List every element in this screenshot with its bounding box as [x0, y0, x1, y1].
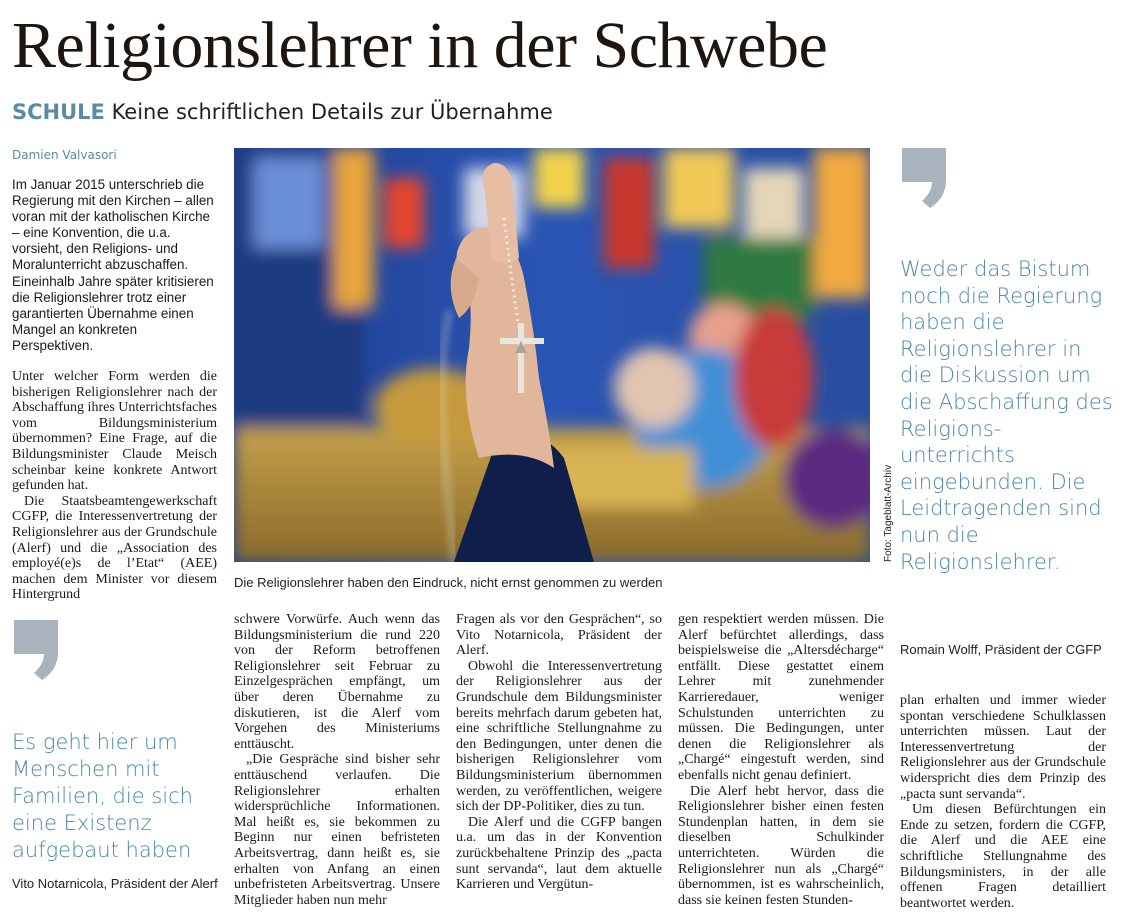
paragraph: Unter welcher Form werden die bisherigen Religionslehrer nach der Abschaffung ihres Unterrichtsfaches vom Bildungsministerium übernommen? Eine Frage, auf die Bildungsminister Claude Meisch scheinbar keine konkrete Antwort gefunden hat.: [12, 369, 218, 494]
paragraph: Die Alerf hebt hervor, dass die Religionslehrer bisher einen festen Stundenplan hatten, in dem sie dieselben Schulkinder unterrichteten. Würden die Religionslehrer nun als „Chargé“ übernommen, ist es wahrscheinlich, dass sie keinen festen Stunden-: [678, 783, 884, 908]
paragraph: Obwohl die Interessenvertretung der Religionslehrer aus der Grundschule dem Bildungsminister bereits mehrfach darum gebeten hat, eine schriftliche Stellungnahme zu den Bedingungen, unter denen die bisherigen Religionslehrer vom Bildungsministerium übernommen werden, zu veröffentlichen, weigere sich der DP-Politiker, dies zu tun.: [456, 658, 662, 815]
paragraph: Die Staatsbeamtengewerkschaft CGFP, die Interessenvertretung der Religionslehrer aus der Grundschule (Alerf) und die „Association des employé(e)s de l’Etat“ (AEE) machen dem Minister vor diesem Hintergrund: [12, 493, 217, 603]
paragraph: plan erhalten und immer wieder spontan verschiedene Schulklassen unterrichten müssen. Laut der Interessenvertretung der Religionslehrer aus der Grundschule widerspricht dies dem Prinzip des „pacta sunt servanda“.: [900, 693, 1106, 802]
photo-credit-text: Foto: Tageblatt-Archiv: [883, 464, 894, 562]
paragraph: Fragen als vor den Gesprächen“, so Vito Notarnicola, Präsident der Alerf.: [456, 612, 662, 659]
photo-caption: Die Religionslehrer haben den Eindruck, nicht ernst genommen zu werden: [234, 575, 663, 590]
photo-credit: [872, 440, 894, 562]
paragraph: schwere Vorwürfe. Auch wenn das Bildungsministerium die rund 220 von der Reform betroffenen Religionslehrer seit Februar zu Einzelgesprächen empfängt, um über deren Übernahme zu diskutieren, ist die Alerf vom Vorgehen des Ministeriums enttäuscht.: [234, 612, 440, 752]
headline: Religionslehrer in der Schwebe: [12, 9, 828, 82]
paragraph: Um diesen Befürchtungen ein Ende zu setzen, fordern die CGFP, die Alerf und die AEE eine schriftliche Stellungnahme des Bildungsministers, in der alle offenen Fragen detailliert beantwortet werden.: [900, 802, 1106, 911]
article-photo: [234, 148, 870, 562]
pull-quote-attribution: Vito Notarnicola, Präsident der Alerf: [12, 876, 218, 891]
pull-quote-cgfp: Weder das Bistum noch die Regierung haben die Religionslehrer in die Diskussion um die Abschaffung des Religions-unterrichts eingebunden. Die Leidtragenden sind nun die Religionslehrer.: [900, 257, 1113, 574]
column-4: [678, 612, 884, 908]
byline: Damien Valvasori: [12, 148, 117, 162]
paragraph: gen respektiert werden müssen. Die Alerf befürchtet allerdings, dass beispielsweise die „Altersdécharge“ entfällt. Diese gestattet einem Lehrer mit zunehmender Karrieredauer, weniger Schulstunden unterrichten zu müssen. Die Bedingungen, unter denen die Religionslehrer als „Chargé“ eingestuft werden, sind ebenfalls nicht genau definiert.: [678, 612, 884, 783]
pull-quote-attribution: Romain Wolff, Präsident der CGFP: [900, 642, 1102, 657]
kicker: SCHULE: [12, 100, 105, 124]
pull-quote-alerf: Es geht hier um Menschen mit Familien, die sich eine Existenz aufgebaut haben: [12, 730, 193, 862]
paragraph: „Die Gespräche sind bisher sehr enttäuschend verlaufen. Die Religionslehrer erhalten widersprüchliche Informationen. Mal heißt es, sie bekommen zu Beginn nur einen befristeten Arbeitsvertrag, dann heißt es, sie erhalten von Anfang an einen unbefristeten Arbeitsvertrag. Unsere Mitglieder haben nun mehr: [234, 752, 440, 908]
column-2: [234, 612, 440, 908]
paragraph: Die Alerf und die CGFP bangen u.a. um das in der Konvention zurückbehaltene Prinzip des „pacta sunt servanda“, laut dem aktuelle Karrieren und Vergütun-: [456, 814, 662, 893]
classroom-rosary-photo: [234, 148, 870, 562]
column-5: [900, 693, 1106, 911]
column-3: [456, 612, 662, 893]
quotation-mark-icon: [900, 146, 948, 210]
lead-paragraph: Im Januar 2015 unterschrieb die Regierung mit den Kirchen – allen voran mit der katholischen Kirche – eine Konvention, die u.a. vorsieht, den Religions- und Moralunterricht abzuschaffen. Eineinhalb Jahre später kritisieren die Religionslehrer trotz einer garantierten Übernahme einen Mangel an konkreten Perspektiven.: [12, 177, 214, 353]
quotation-mark-icon: [12, 618, 60, 682]
subheadline-text: Keine schriftlichen Details zur Übernahme: [111, 100, 553, 124]
column-1: [12, 369, 217, 603]
subheadline: [12, 98, 553, 126]
